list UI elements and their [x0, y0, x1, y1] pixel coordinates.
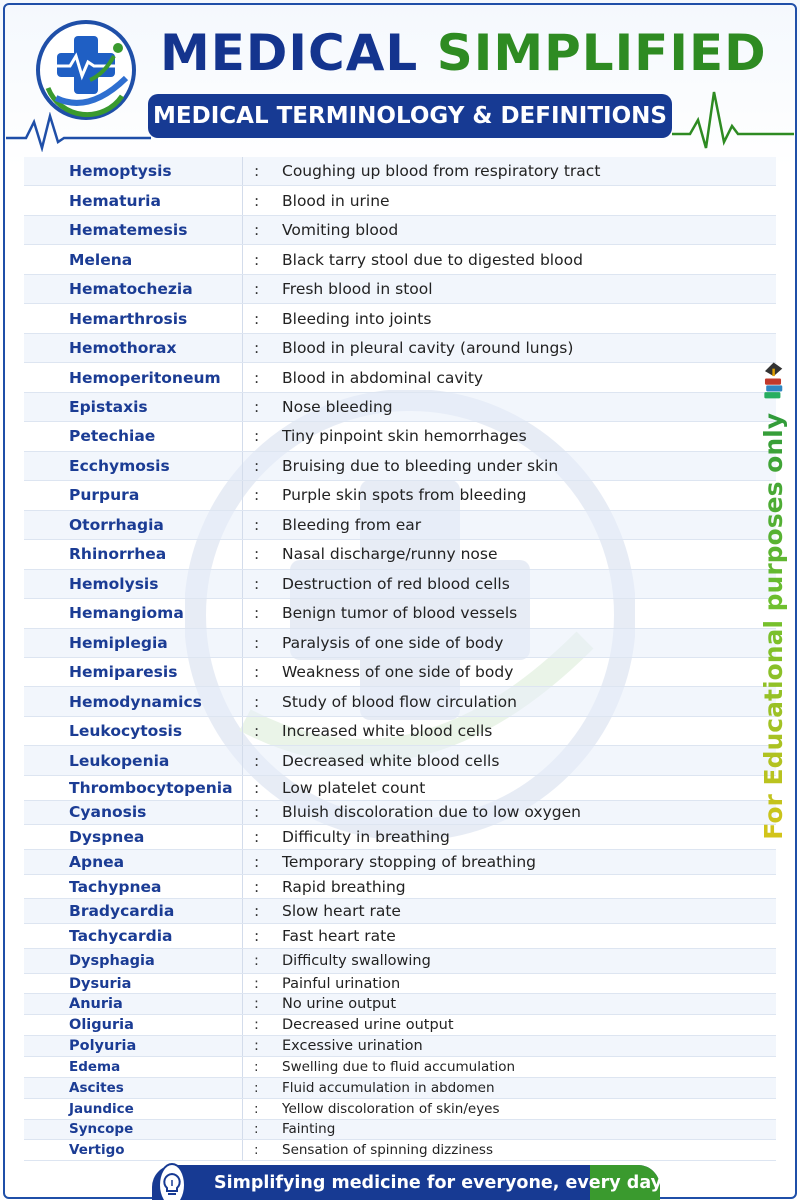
term-definition: Bruising due to bleeding under skin	[282, 456, 559, 475]
term-name: Hemiparesis	[69, 663, 178, 682]
term-row	[24, 481, 776, 510]
term-name: Petechiae	[69, 427, 156, 446]
term-row	[24, 422, 776, 451]
term-row	[24, 875, 776, 900]
term-row	[24, 801, 776, 826]
term-separator: :	[254, 339, 260, 358]
term-row	[24, 275, 776, 304]
term-row	[24, 157, 776, 186]
term-separator: :	[254, 663, 260, 682]
term-separator: :	[254, 162, 260, 181]
term-row	[24, 1015, 776, 1036]
term-row	[24, 570, 776, 599]
term-separator: :	[254, 828, 260, 847]
term-separator: :	[254, 751, 260, 770]
term-separator: :	[254, 1121, 259, 1138]
term-name: Otorrhagia	[69, 515, 164, 534]
term-row	[24, 629, 776, 658]
footer-tagline: Simplifying medicine for everyone, every day.	[214, 1173, 668, 1193]
term-row	[24, 245, 776, 274]
term-definition: Increased white blood cells	[282, 722, 493, 741]
term-row	[24, 825, 776, 850]
term-definition: Temporary stopping of breathing	[282, 852, 536, 871]
term-separator: :	[254, 692, 260, 711]
term-separator: :	[254, 975, 259, 992]
term-name: Jaundice	[69, 1100, 134, 1117]
term-name: Tachycardia	[69, 927, 173, 946]
term-definition: No urine output	[282, 996, 397, 1013]
term-separator: :	[254, 1038, 259, 1055]
term-name: Hemarthrosis	[69, 309, 188, 328]
term-separator: :	[254, 1079, 259, 1096]
educational-note: For Educational purposes only	[758, 413, 788, 840]
term-separator: :	[254, 191, 260, 210]
term-definition: Paralysis of one side of body	[282, 633, 504, 652]
term-separator: :	[254, 250, 260, 269]
term-name: Dyspnea	[69, 828, 145, 847]
term-row	[24, 850, 776, 875]
term-definition: Blood in urine	[282, 191, 390, 210]
term-definition: Slow heart rate	[282, 902, 401, 921]
term-separator: :	[254, 368, 260, 387]
term-separator: :	[254, 1058, 259, 1075]
term-definition: Fresh blood in stool	[282, 280, 433, 299]
term-definition: Nasal discharge/runny nose	[282, 545, 498, 564]
term-name: Leukopenia	[69, 751, 170, 770]
term-name: Oliguria	[69, 1017, 134, 1034]
term-definition: Difficulty in breathing	[282, 828, 450, 847]
term-row	[24, 1140, 776, 1161]
term-separator: :	[254, 996, 259, 1013]
term-row	[24, 899, 776, 924]
term-separator: :	[254, 952, 259, 969]
term-separator: :	[254, 633, 260, 652]
page-title	[160, 18, 780, 88]
term-row	[24, 974, 776, 995]
term-definition: Bluish discoloration due to low oxygen	[282, 803, 581, 822]
term-separator: :	[254, 852, 260, 871]
term-name: Hemodynamics	[69, 692, 202, 711]
term-row	[24, 186, 776, 215]
side-note	[742, 360, 800, 840]
subtitle-banner: MEDICAL TERMINOLOGY & DEFINITIONS	[148, 94, 672, 138]
term-row	[24, 1057, 776, 1078]
term-name: Purpura	[69, 486, 140, 505]
term-definition: Destruction of red blood cells	[282, 574, 510, 593]
term-separator: :	[254, 803, 260, 822]
term-definition: Low platelet count	[282, 778, 426, 797]
term-separator: :	[254, 280, 260, 299]
term-separator: :	[254, 309, 260, 328]
ecg-line-icon	[672, 86, 794, 152]
term-definition: Bleeding into joints	[282, 309, 432, 328]
term-name: Hematemesis	[69, 221, 188, 240]
term-definition: Weakness of one side of body	[282, 663, 514, 682]
term-row	[24, 511, 776, 540]
stacked-books-icon	[756, 360, 790, 403]
term-name: Syncope	[69, 1121, 134, 1138]
term-definition: Nose bleeding	[282, 397, 393, 416]
term-row	[24, 1120, 776, 1141]
term-definition: Fast heart rate	[282, 927, 396, 946]
term-separator: :	[254, 397, 260, 416]
term-separator: :	[254, 574, 260, 593]
term-name: Bradycardia	[69, 902, 175, 921]
term-definition: Bleeding from ear	[282, 515, 422, 534]
term-row	[24, 393, 776, 422]
term-row	[24, 687, 776, 716]
title-medical: MEDICAL	[160, 24, 419, 82]
terms-table	[24, 157, 776, 1161]
term-definition: Rapid breathing	[282, 877, 406, 896]
term-name: Epistaxis	[69, 397, 148, 416]
term-name: Thrombocytopenia	[69, 778, 233, 797]
term-separator: :	[254, 456, 260, 475]
term-row	[24, 216, 776, 245]
term-row	[24, 363, 776, 392]
term-name: Leukocytosis	[69, 722, 183, 741]
term-definition: Excessive urination	[282, 1038, 423, 1055]
term-row	[24, 304, 776, 333]
term-row	[24, 776, 776, 801]
term-definition: Purple skin spots from bleeding	[282, 486, 527, 505]
term-definition: Swelling due to fluid accumulation	[282, 1058, 516, 1075]
term-separator: :	[254, 486, 260, 505]
footer-banner	[152, 1165, 668, 1200]
term-separator: :	[254, 604, 260, 623]
term-definition: Fainting	[282, 1121, 336, 1138]
term-separator: :	[254, 515, 260, 534]
term-name: Hemiplegia	[69, 633, 168, 652]
term-separator: :	[254, 902, 260, 921]
term-name: Tachypnea	[69, 877, 162, 896]
title-simplified: SIMPLIFIED	[436, 24, 767, 82]
term-definition: Fluid accumulation in abdomen	[282, 1079, 495, 1096]
term-row	[24, 540, 776, 569]
term-row	[24, 1036, 776, 1057]
term-definition: Yellow discoloration of skin/eyes	[282, 1100, 500, 1117]
term-separator: :	[254, 427, 260, 446]
term-name: Vertigo	[69, 1142, 125, 1159]
term-name: Edema	[69, 1058, 121, 1075]
term-separator: :	[254, 877, 260, 896]
term-name: Melena	[69, 250, 133, 269]
term-definition: Tiny pinpoint skin hemorrhages	[282, 427, 527, 446]
term-separator: :	[254, 221, 260, 240]
term-name: Hemothorax	[69, 339, 177, 358]
term-definition: Coughing up blood from respiratory tract	[282, 162, 601, 181]
term-definition: Benign tumor of blood vessels	[282, 604, 518, 623]
term-name: Polyuria	[69, 1038, 137, 1055]
term-row	[24, 746, 776, 775]
term-name: Hemangioma	[69, 604, 184, 623]
lightbulb-icon	[158, 1163, 186, 1200]
term-name: Dysuria	[69, 975, 132, 992]
term-name: Cyanosis	[69, 803, 147, 822]
term-separator: :	[254, 1100, 259, 1117]
term-name: Ecchymosis	[69, 456, 170, 475]
term-separator: :	[254, 1142, 259, 1159]
ecg-line-icon	[6, 112, 151, 152]
term-row	[24, 452, 776, 481]
term-row	[24, 599, 776, 628]
term-name: Hemoptysis	[69, 162, 172, 181]
term-row	[24, 1099, 776, 1120]
term-definition: Difficulty swallowing	[282, 952, 431, 969]
term-definition: Vomiting blood	[282, 221, 399, 240]
term-name: Hematuria	[69, 191, 161, 210]
term-definition: Study of blood flow circulation	[282, 692, 517, 711]
medical-cross-logo-icon	[34, 18, 138, 122]
term-separator: :	[254, 927, 260, 946]
term-definition: Blood in abdominal cavity	[282, 368, 484, 387]
term-row	[24, 334, 776, 363]
term-row	[24, 994, 776, 1015]
term-row	[24, 949, 776, 974]
term-definition: Black tarry stool due to digested blood	[282, 250, 583, 269]
term-name: Apnea	[69, 852, 125, 871]
term-name: Anuria	[69, 996, 123, 1013]
term-name: Hemoperitoneum	[69, 368, 221, 387]
term-name: Ascites	[69, 1079, 124, 1096]
term-definition: Painful urination	[282, 975, 401, 992]
term-name: Hemolysis	[69, 574, 159, 593]
term-definition: Decreased white blood cells	[282, 751, 500, 770]
term-name: Hematochezia	[69, 280, 193, 299]
term-row	[24, 1078, 776, 1099]
term-separator: :	[254, 1017, 259, 1034]
term-row	[24, 658, 776, 687]
term-row	[24, 924, 776, 949]
term-name: Dysphagia	[69, 952, 155, 969]
term-separator: :	[254, 778, 260, 797]
term-definition: Sensation of spinning dizziness	[282, 1142, 493, 1159]
term-separator: :	[254, 545, 260, 564]
term-separator: :	[254, 722, 260, 741]
term-row	[24, 717, 776, 746]
term-definition: Blood in pleural cavity (around lungs)	[282, 339, 574, 358]
term-definition: Decreased urine output	[282, 1017, 454, 1034]
term-name: Rhinorrhea	[69, 545, 167, 564]
